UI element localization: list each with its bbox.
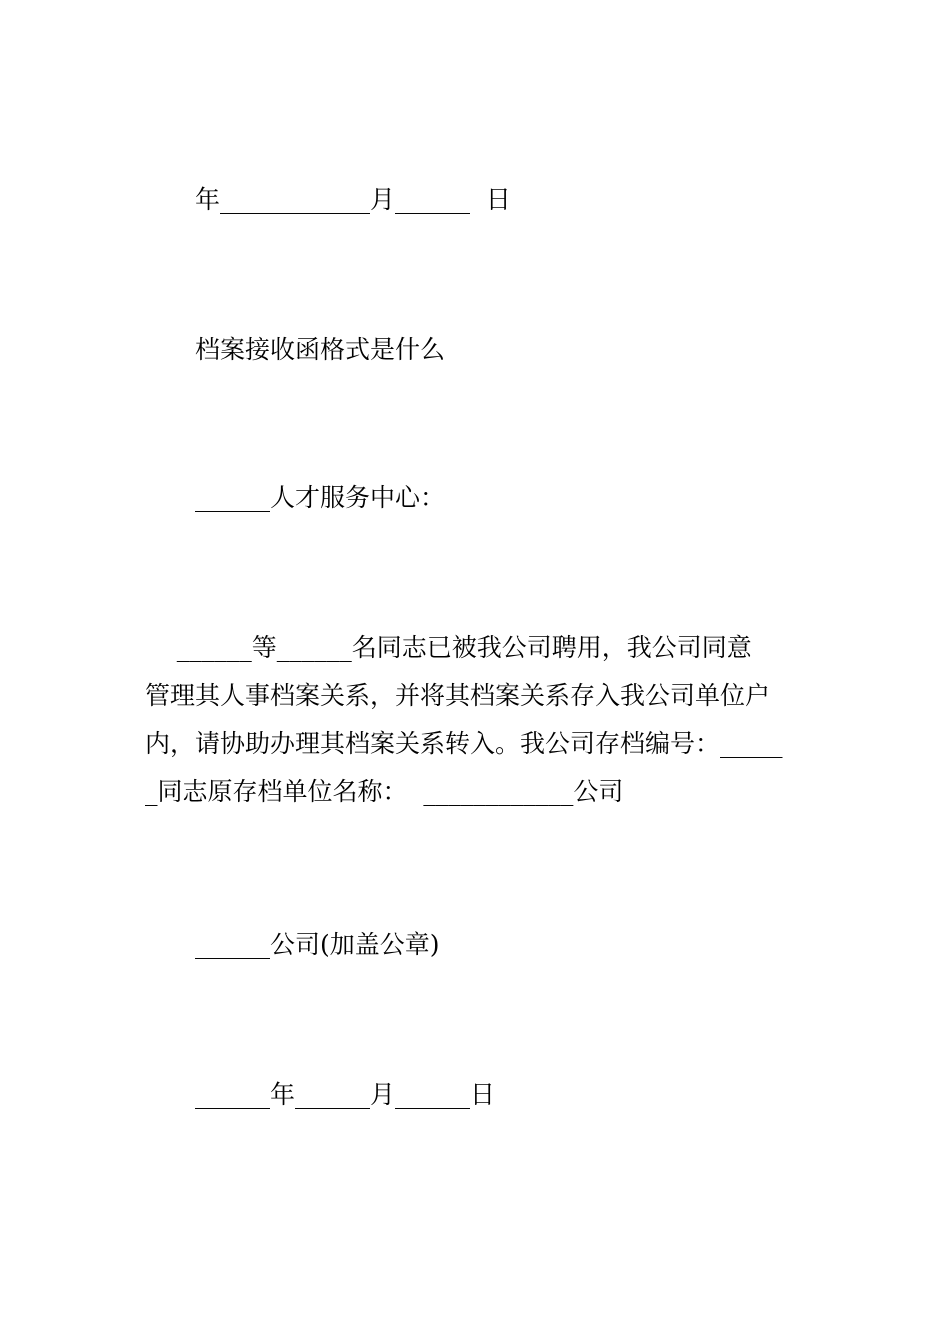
body-line: 管理其人事档案关系，并将其档案关系存入我公司单位户 [145,681,771,710]
body-line: 内，请协助办理其档案关系转入。我公司存档编号：_____ [145,729,783,758]
addressee-line: ______人才服务中心： [195,483,446,512]
body-line: ______等______名同志已被我公司聘用，我公司同意 [145,633,752,662]
letter-heading: 档案接收函格式是什么 [195,335,446,364]
body-line: _同志原存档单位名称： ____________公司 [145,777,624,806]
signature-line: ______公司(加盖公章) [195,930,440,959]
letter-body [145,624,810,816]
date-line-top: 年____________月______ 日 [195,185,511,214]
date-line-bottom: ______年______月______日 [195,1080,496,1109]
